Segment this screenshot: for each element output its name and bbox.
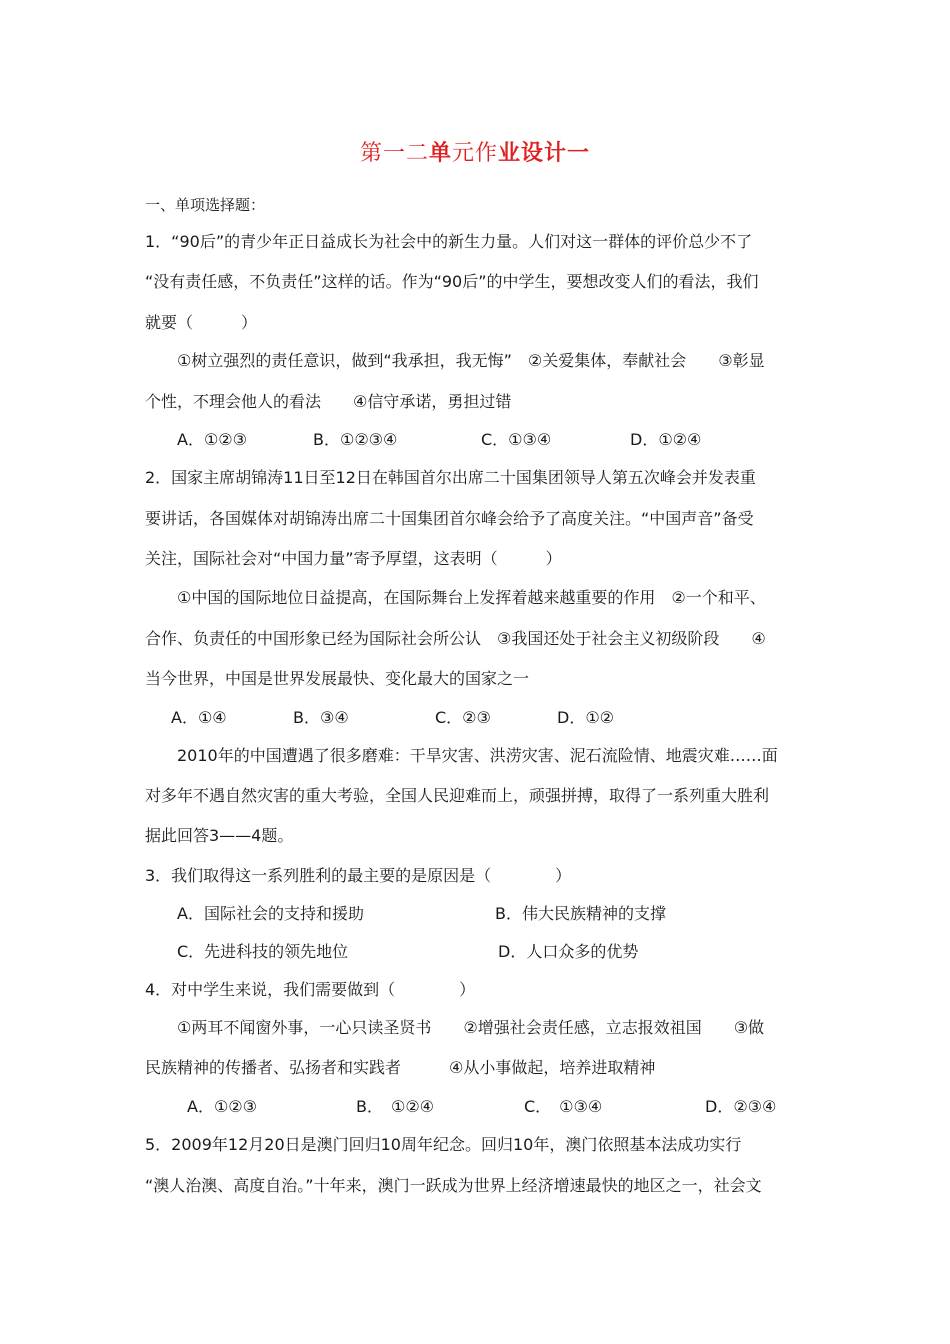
q3-option-a: A．国际社会的支持和援助 (177, 904, 364, 923)
q3-option-b: B．伟大民族精神的支撑 (495, 904, 666, 923)
q4-item-line-1: ①两耳不闻窗外事，一心只读圣贤书 ②增强社会责任感，立志报效祖国 ③做 (177, 1018, 765, 1037)
title-part-2: 单 (428, 141, 452, 166)
document-title (0, 136, 950, 167)
q2-option-b: B．③④ (293, 708, 349, 727)
title-part-1: 第一二 (359, 141, 429, 166)
q1-option-a: A．①②③ (177, 430, 247, 449)
q2-item-line-3: 当今世界，中国是世界发展最快、变化最大的国家之一 (145, 669, 530, 688)
q4-item-line-2: 民族精神的传播者、弘扬者和实践者 ④从小事做起，培养进取精神 (145, 1058, 656, 1077)
q3-option-d: D．人口众多的优势 (498, 942, 639, 961)
passage-line-2: 对多年不遇自然灾害的重大考验，全国人民迎难而上，顽强拼搏，取得了一系列重大胜利 (145, 786, 770, 805)
q2-line-1: 2．国家主席胡锦涛11日至12日在韩国首尔出席二十国集团领导人第五次峰会并发表重 (145, 468, 756, 487)
q4-option-a: A．①②③ (187, 1097, 257, 1116)
q4-line-1: 4．对中学生来说，我们需要做到（ ） (145, 980, 476, 999)
q2-option-c: C．②③ (435, 708, 491, 727)
q1-line-3: 就要（ ） (145, 313, 258, 332)
q3-option-c: C．先进科技的领先地位 (177, 942, 349, 961)
q2-line-3: 关注，国际社会对“中国力量”寄予厚望，这表明（ ） (145, 549, 562, 568)
title-part-3: 元作 (452, 141, 499, 166)
q4-option-c: C． ①③④ (524, 1097, 603, 1116)
q1-option-d: D．①②④ (630, 430, 702, 449)
q2-option-a: A．①④ (171, 708, 227, 727)
q1-line-2: “没有责任感，不负责任”这样的话。作为“90后”的中学生，要想改变人们的看法，我们 (145, 272, 759, 291)
q2-item-line-1: ①中国的国际地位日益提高，在国际舞台上发挥着越来越重要的作用 ②一个和平、 (177, 588, 766, 607)
q4-option-b: B． ①②④ (356, 1097, 435, 1116)
q5-line-1: 5．2009年12月20日是澳门回归10周年纪念。回归10年，澳门依照基本法成功实行 (145, 1135, 742, 1154)
q2-option-d: D．①② (557, 708, 615, 727)
passage-line-1: 2010年的中国遭遇了很多磨难：干旱灾害、洪涝灾害、泥石流险情、地震灾难……面 (177, 746, 778, 765)
q4-option-d: D．②③④ (705, 1097, 777, 1116)
q2-line-2: 要讲话，各国媒体对胡锦涛出席二十国集团首尔峰会给予了高度关注。“中国声音”备受 (145, 509, 754, 528)
q1-option-c: C．①③④ (481, 430, 552, 449)
q1-item-line-1: ①树立强烈的责任意识，做到“我承担，我无悔” ②关爱集体，奉献社会 ③彰显 (177, 351, 765, 370)
passage-line-3: 据此回答3——4题。 (145, 826, 294, 845)
q2-item-line-2: 合作、负责任的中国形象已经为国际社会所公认 ③我国还处于社会主义初级阶段 ④ (145, 629, 766, 648)
section-heading: 一、单项选择题： (145, 196, 266, 214)
q1-line-1: 1．“90后”的青少年正日益成长为社会中的新生力量。人们对这一群体的评价总少不了 (145, 232, 753, 251)
q3-line-1: 3．我们取得这一系列胜利的最主要的是原因是（ ） (145, 866, 572, 885)
q1-option-b: B．①②③④ (313, 430, 398, 449)
title-part-4: 业设计一 (498, 141, 591, 166)
q5-line-2: “澳人治澳、高度自治。”十年来，澳门一跃成为世界上经济增速最快的地区之一，社会文 (145, 1176, 762, 1195)
q1-item-line-2: 个性，不理会他人的看法 ④信守承诺，勇担过错 (145, 392, 512, 411)
